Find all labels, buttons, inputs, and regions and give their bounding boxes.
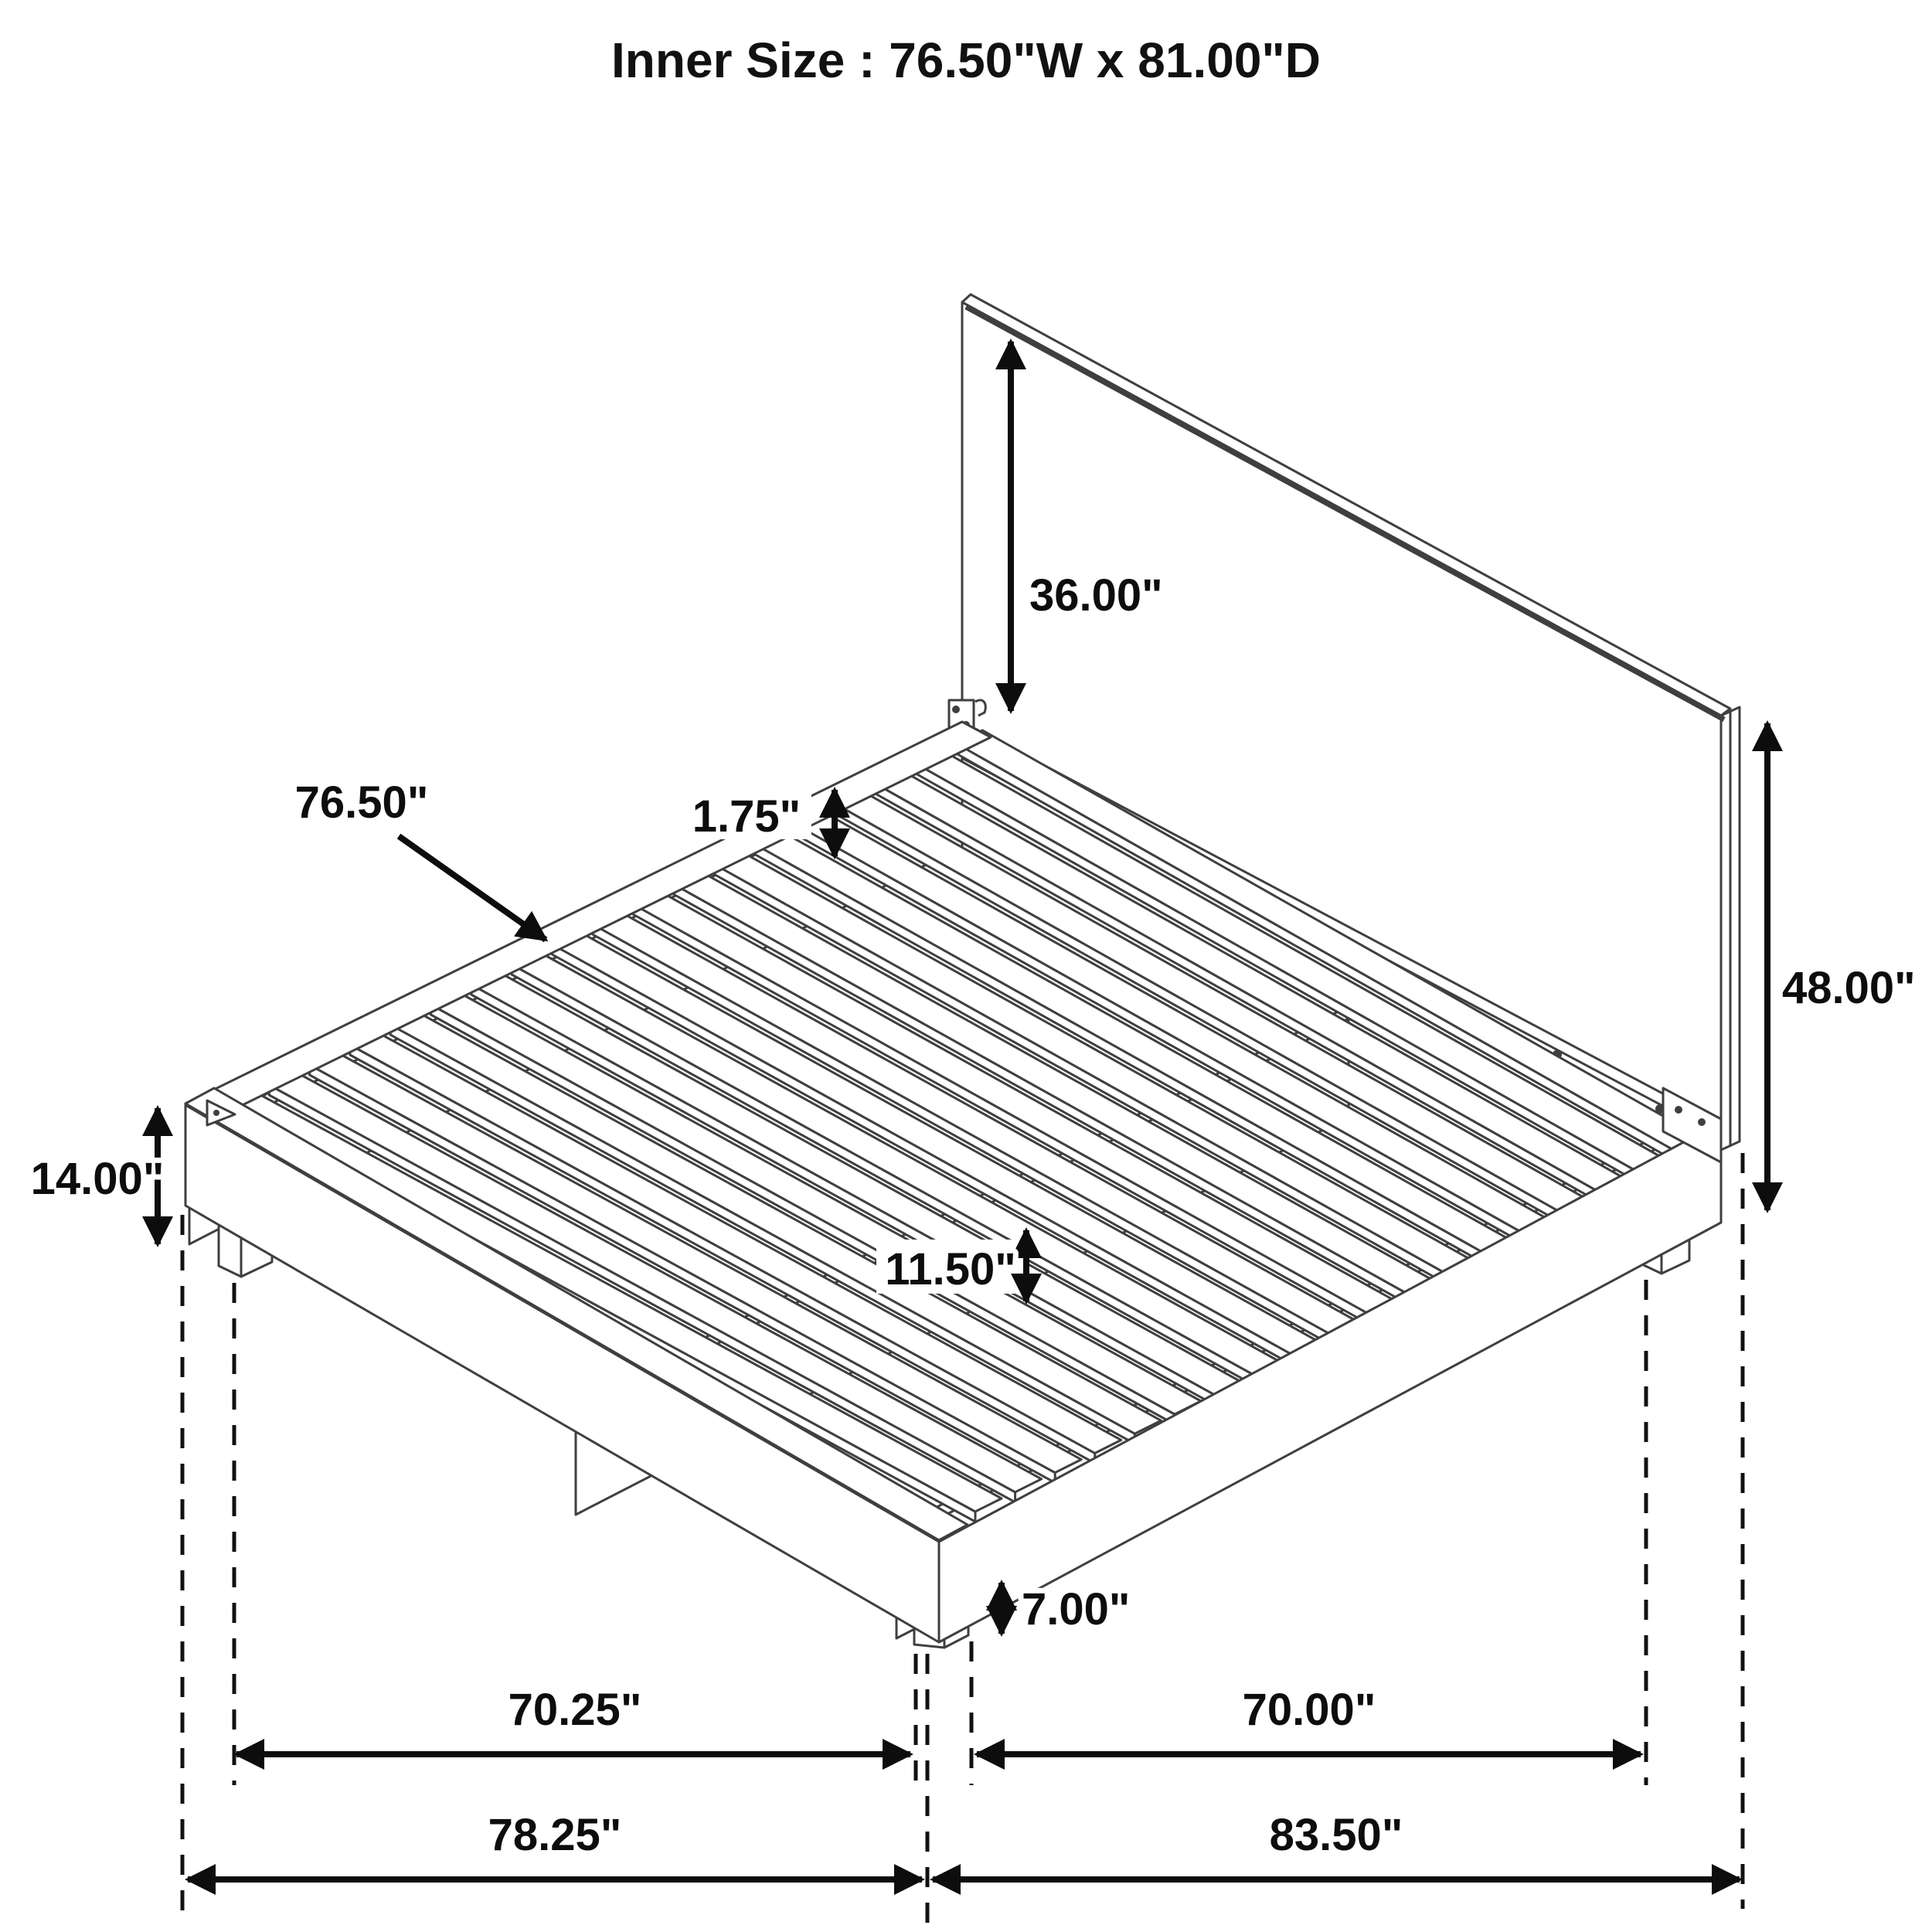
dim-label-36: 36.00" [1029, 570, 1163, 621]
dim-slat-length [295, 777, 546, 940]
dim-front-right-leg-span [977, 1685, 1641, 1754]
bed-frame-drawing [185, 294, 1740, 1648]
dim-label-7000: 70.00" [1242, 1685, 1376, 1735]
dim-label-7825: 78.25" [488, 1810, 622, 1860]
dim-label-48: 48.00" [1782, 963, 1916, 1013]
dim-overall-width [188, 1810, 922, 1879]
dim-total-height [1767, 723, 1916, 1210]
dim-label-14: 14.00" [30, 1154, 165, 1204]
dim-side-rail-height [876, 1230, 1026, 1301]
dim-label-175: 1.75" [692, 791, 801, 842]
dim-overall-depth [933, 1810, 1740, 1879]
end-face-screw [1698, 1118, 1706, 1126]
dim-foot-height [31, 1108, 165, 1244]
dim-front-left-leg-span [236, 1685, 910, 1754]
dim-label-7025: 70.25" [508, 1685, 642, 1735]
end-face-screw [1675, 1106, 1682, 1114]
dim-label-76: 76.50" [294, 777, 429, 828]
dim-leader-76 [399, 836, 546, 940]
dim-label-115: 11.50" [885, 1244, 1016, 1294]
dim-label-8350: 83.50" [1269, 1810, 1403, 1860]
dim-label-7: 7.00" [1022, 1584, 1131, 1634]
diagram-title: Inner Size : 76.50"W x 81.00"D [611, 32, 1321, 88]
